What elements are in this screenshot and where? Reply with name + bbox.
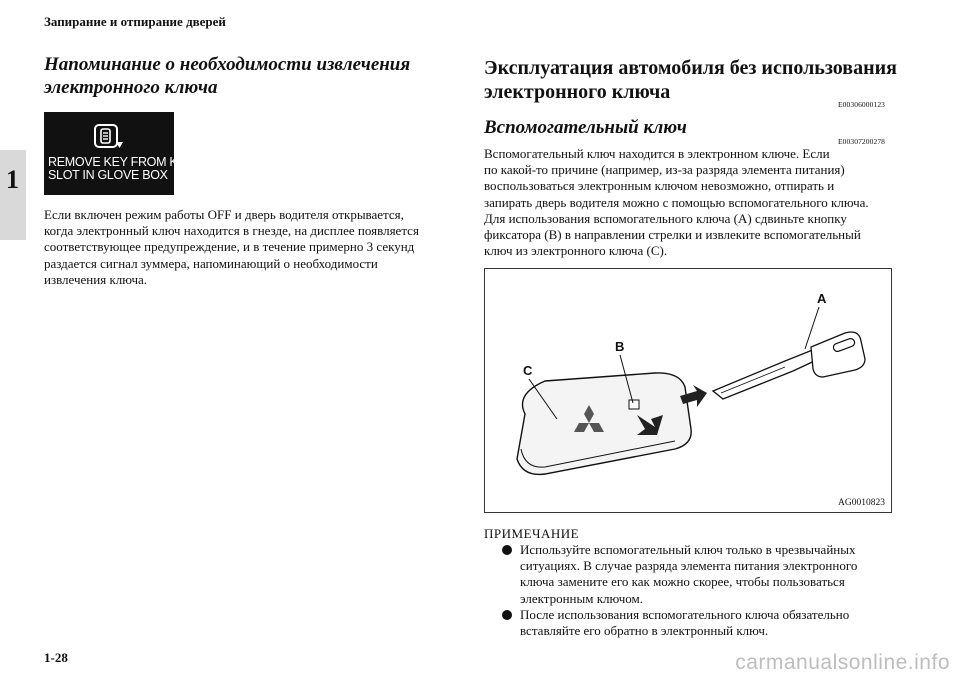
dashboard-display [44,112,194,195]
text-line: воспользоваться электронным ключом невозможно, отпирать и [484,178,835,194]
display-message [48,156,194,182]
text-line: Для использования вспомогательного ключа (A) сдвиньте кнопку [484,210,847,226]
chapter-number: 1 [6,165,19,194]
operation-heading-line2: электронного ключа [484,81,671,103]
key-illustration [484,268,892,513]
text-line: ключа замените его как можно скорее, чтобы пользоваться [520,574,845,590]
section-header: Запирание и отпирание дверей [44,14,226,29]
text-line: извлечения ключа. [44,271,148,287]
page-number: 1-28 [44,650,68,665]
note-bullet-text [520,607,890,639]
operation-heading-line1: Эксплуатация автомобиля без использования [484,57,897,79]
bullet-icon [502,610,512,620]
label-b: B [615,339,625,354]
reminder-heading-line1: Напоминание о необходимости извлечения [44,54,411,75]
reminder-paragraph [44,207,454,288]
key-slot-icon [94,122,124,152]
emergency-key-code: E00307200278 [838,137,886,146]
text-line: запирать дверь водителя можно с помощью вспомогательного ключа. [484,194,869,210]
text-line: Используйте вспомогательный ключ только в чрезвычайных [520,542,856,557]
label-a: A [817,291,827,306]
text-line: Вспомогательный ключ находится в электронном ключе. Если [484,146,830,161]
text-line: раздается сигнал зуммера, напоминающий о необходимости [44,255,378,271]
display-message-line1: REMOVE KEY FROM KEY [48,155,194,169]
text-line: соответствующее предупреждение, и в течение примерно 3 секунд [44,239,415,255]
text-line: когда электронный ключ находится в гнезде, на дисплее появляется [44,223,419,239]
note-title: ПРИМЕЧАНИЕ [484,526,580,541]
display-message-line2: SLOT IN GLOVE BOX [48,168,168,182]
emergency-key-paragraph [484,146,894,259]
text-line: После использования вспомогательного ключа обязательно [520,607,850,622]
bullet-icon [502,545,512,555]
text-line: вставляйте его обратно в электронный ключ. [520,623,769,639]
emergency-key-heading: Вспомогательный ключ [484,117,687,138]
watermark: carmanualsonline.info [735,651,950,674]
text-line: по какой-то причине (например, из-за разряда элемента питания) [484,162,845,178]
figure-code: AG0010823 [838,498,885,508]
electronic-key-drawing [485,269,891,512]
text-line: фиксатора (B) в направлении стрелки и извлеките вспомогательный [484,227,861,243]
reminder-heading-line2: электронного ключа [44,77,218,98]
label-c: C [523,363,533,378]
operation-heading-code: E00306000123 [838,100,886,109]
text-line: ключ из электронного ключа (C). [484,243,668,259]
text-line: Если включен режим работы OFF и дверь водителя открывается, [44,207,404,222]
note-bullet-text [520,542,890,607]
chapter-tab [0,150,26,240]
text-line: ситуациях. В случае разряда элемента питания электронного [520,558,858,574]
text-line: электронным ключом. [520,590,643,606]
